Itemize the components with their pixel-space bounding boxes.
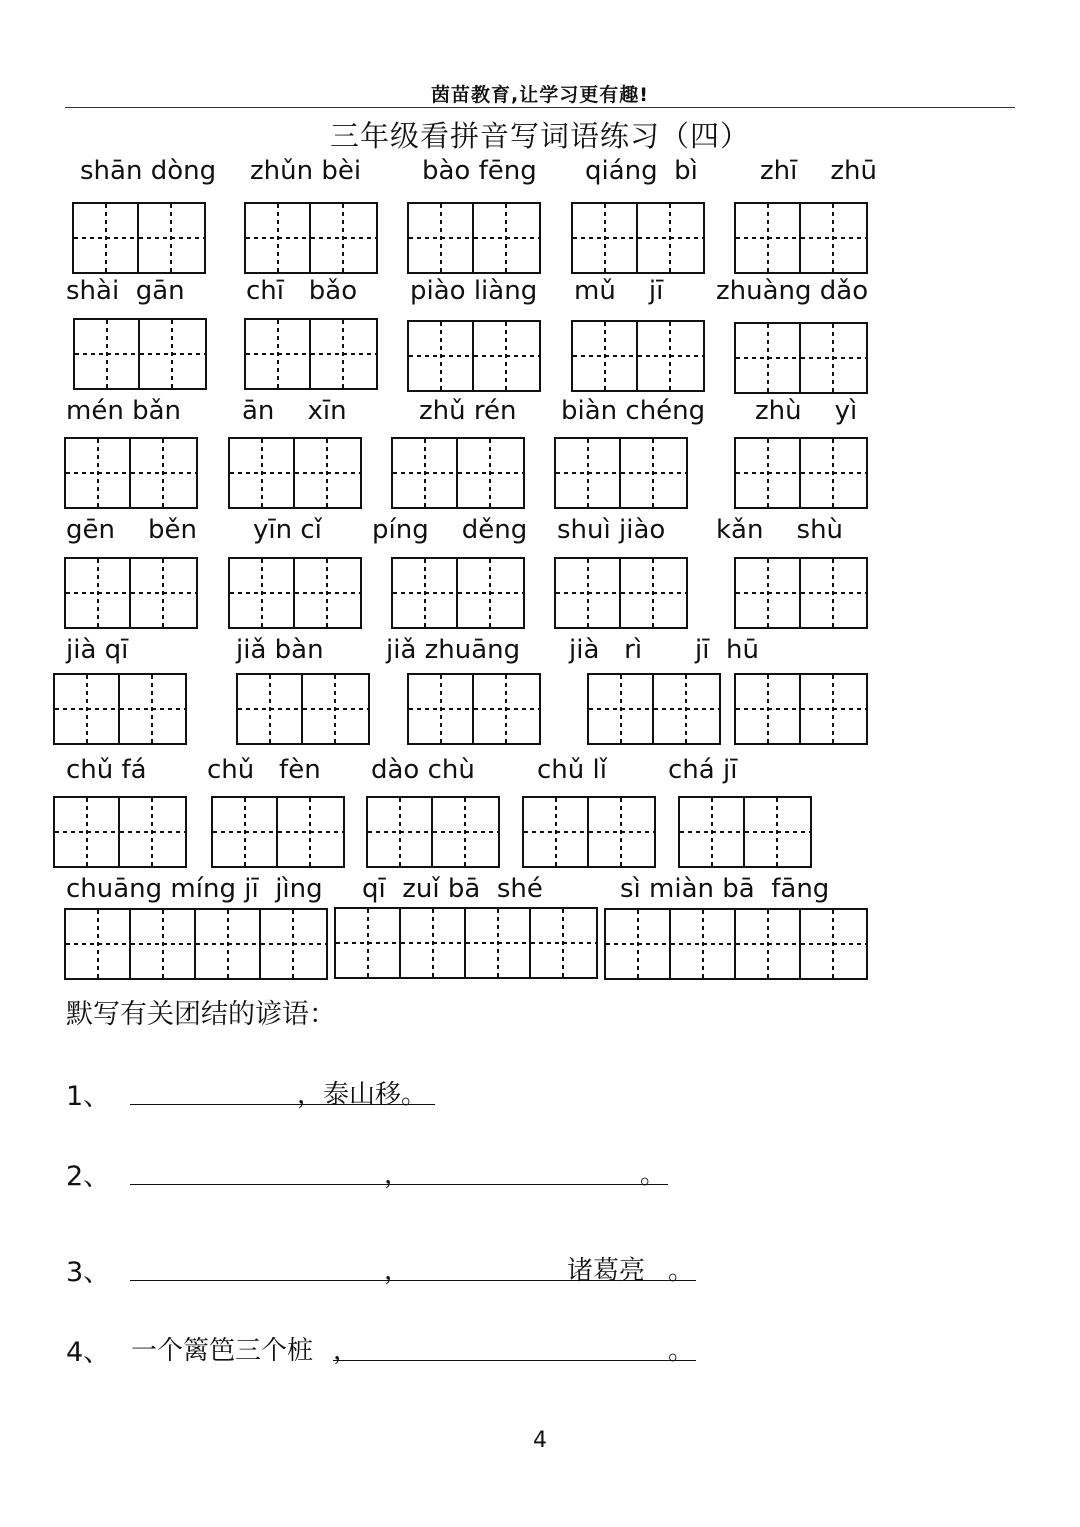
question-text: ，泰山移。 — [297, 1080, 428, 1110]
grid-cell[interactable] — [246, 320, 311, 388]
question-text: 诸葛亮 — [567, 1256, 646, 1286]
grid-cell[interactable] — [303, 675, 368, 743]
pinyin-label: qī zuǐ bā shé — [362, 874, 543, 904]
grid-cell[interactable] — [556, 439, 621, 507]
answer-blank[interactable] — [333, 1360, 696, 1361]
grid-cell[interactable] — [311, 204, 376, 272]
grid-cell[interactable] — [139, 204, 204, 272]
grid-cell[interactable] — [66, 439, 131, 507]
writing-grid[interactable] — [734, 673, 868, 745]
writing-grid[interactable] — [734, 322, 868, 394]
grid-cell[interactable] — [74, 204, 139, 272]
writing-grid[interactable] — [72, 202, 206, 274]
writing-grid[interactable] — [228, 557, 362, 629]
pinyin-label: píng děng — [372, 515, 528, 545]
grid-cell[interactable] — [801, 910, 866, 978]
grid-cell[interactable] — [401, 909, 466, 977]
grid-cell[interactable] — [55, 675, 120, 743]
writing-grid[interactable] — [53, 673, 187, 745]
grid-cell[interactable] — [230, 559, 295, 627]
pinyin-label: kǎn shù — [716, 515, 844, 545]
grid-cell[interactable] — [573, 322, 638, 390]
grid-cell[interactable] — [409, 322, 474, 390]
question-text: 一个篱笆三个桩 — [131, 1336, 314, 1366]
page-number: 4 — [533, 1428, 547, 1453]
writing-grid[interactable] — [554, 437, 688, 509]
pinyin-label: mǔ jī — [574, 276, 664, 306]
grid-cell[interactable] — [621, 439, 686, 507]
pinyin-label: jiǎ bàn — [236, 635, 324, 665]
grid-cell[interactable] — [131, 559, 196, 627]
grid-cell[interactable] — [801, 439, 866, 507]
pinyin-label: qiáng bì — [585, 156, 698, 186]
grid-cell[interactable] — [736, 324, 801, 392]
writing-grid[interactable] — [571, 320, 705, 392]
writing-grid[interactable] — [73, 318, 207, 390]
grid-cell[interactable] — [261, 910, 326, 978]
writing-grid[interactable] — [228, 437, 362, 509]
grid-cell[interactable] — [368, 798, 433, 866]
writing-grid[interactable] — [366, 796, 500, 868]
writing-grid[interactable] — [604, 908, 868, 980]
pinyin-label: chǔ fá — [66, 755, 147, 785]
question-punct: 。 — [668, 1336, 695, 1366]
writing-grid[interactable] — [334, 907, 598, 979]
grid-cell[interactable] — [466, 909, 531, 977]
grid-cell[interactable] — [801, 204, 866, 272]
question-punct: ， — [333, 1336, 360, 1366]
pinyin-label: jià rì — [569, 635, 643, 665]
grid-cell[interactable] — [474, 204, 539, 272]
writing-grid[interactable] — [734, 557, 868, 629]
grid-cell[interactable] — [238, 675, 303, 743]
writing-grid[interactable] — [244, 318, 378, 390]
grid-cell[interactable] — [801, 675, 866, 743]
writing-grid[interactable] — [244, 202, 378, 274]
grid-cell[interactable] — [393, 439, 458, 507]
pinyin-label: shuì jiào — [557, 515, 666, 545]
question-punct: ， — [384, 1256, 411, 1286]
section-title: 默写有关团结的谚语： — [66, 999, 336, 1030]
pinyin-label: ān xīn — [242, 396, 347, 426]
grid-cell[interactable] — [120, 798, 185, 866]
grid-cell[interactable] — [230, 439, 295, 507]
pinyin-label: dào chù — [371, 755, 475, 785]
grid-cell[interactable] — [409, 204, 474, 272]
header-divider — [65, 107, 1015, 108]
question-number: 1、 — [66, 1081, 111, 1112]
writing-grid[interactable] — [64, 437, 198, 509]
pinyin-label: biàn chéng — [561, 396, 706, 426]
grid-cell[interactable] — [474, 675, 539, 743]
writing-grid[interactable] — [391, 437, 525, 509]
pinyin-label: yīn cǐ — [253, 515, 322, 545]
pinyin-label: zhǔn bèi — [250, 156, 362, 186]
grid-cell[interactable] — [736, 675, 801, 743]
grid-cell[interactable] — [66, 910, 131, 978]
grid-cell[interactable] — [336, 909, 401, 977]
grid-cell[interactable] — [589, 675, 654, 743]
grid-cell[interactable] — [433, 798, 498, 866]
pinyin-label: jiǎ zhuāng — [386, 635, 521, 665]
writing-grid[interactable] — [587, 673, 721, 745]
grid-cell[interactable] — [606, 910, 671, 978]
grid-cell[interactable] — [295, 439, 360, 507]
grid-cell[interactable] — [196, 910, 261, 978]
pinyin-label: jià qī — [66, 635, 129, 665]
grid-cell[interactable] — [654, 675, 719, 743]
grid-cell[interactable] — [745, 798, 810, 866]
pinyin-label: chuāng míng jī jìng — [66, 874, 323, 904]
writing-grid[interactable] — [53, 796, 187, 868]
grid-cell[interactable] — [531, 909, 596, 977]
pinyin-label: zhǔ rén — [419, 396, 517, 426]
writing-grid[interactable] — [64, 908, 328, 980]
pinyin-label: zhī zhū — [760, 156, 878, 186]
grid-cell[interactable] — [638, 322, 703, 390]
grid-cell[interactable] — [311, 320, 376, 388]
grid-cell[interactable] — [409, 675, 474, 743]
pinyin-label: chǔ lǐ — [537, 755, 607, 785]
grid-cell[interactable] — [120, 675, 185, 743]
pinyin-label: chá jī — [668, 755, 738, 785]
pinyin-label: piào liàng — [410, 276, 538, 306]
grid-cell[interactable] — [66, 559, 131, 627]
pinyin-label: chǔ fèn — [207, 755, 321, 785]
grid-cell[interactable] — [131, 439, 196, 507]
grid-cell[interactable] — [393, 559, 458, 627]
grid-cell[interactable] — [458, 559, 523, 627]
grid-cell[interactable] — [801, 324, 866, 392]
grid-cell[interactable] — [736, 559, 801, 627]
grid-cell[interactable] — [131, 910, 196, 978]
pinyin-label: shān dòng — [80, 156, 217, 186]
question-punct: 。 — [640, 1160, 667, 1190]
question-punct: 。 — [668, 1256, 695, 1286]
pinyin-label: shài gān — [66, 276, 185, 306]
writing-grid[interactable] — [734, 437, 868, 509]
pinyin-label: chī bǎo — [246, 276, 358, 306]
writing-grid[interactable] — [734, 202, 868, 274]
writing-grid[interactable] — [407, 320, 541, 392]
grid-cell[interactable] — [556, 559, 621, 627]
writing-grid[interactable] — [407, 673, 541, 745]
grid-cell[interactable] — [801, 559, 866, 627]
pinyin-label: jī hū — [695, 635, 759, 665]
grid-cell[interactable] — [736, 204, 801, 272]
grid-cell[interactable] — [680, 798, 745, 866]
grid-cell[interactable] — [621, 559, 686, 627]
writing-grid[interactable] — [236, 673, 370, 745]
pinyin-label: gēn běn — [66, 515, 198, 545]
question-punct: ， — [384, 1160, 411, 1190]
writing-grid[interactable] — [407, 202, 541, 274]
grid-cell[interactable] — [213, 798, 278, 866]
question-number: 4、 — [66, 1337, 111, 1368]
grid-cell[interactable] — [55, 798, 120, 866]
writing-grid[interactable] — [522, 796, 656, 868]
grid-cell[interactable] — [246, 204, 311, 272]
writing-grid[interactable] — [678, 796, 812, 868]
grid-cell[interactable] — [278, 798, 343, 866]
writing-grid[interactable] — [64, 557, 198, 629]
pinyin-label: sì miàn bā fāng — [620, 874, 830, 904]
grid-cell[interactable] — [474, 322, 539, 390]
grid-cell[interactable] — [573, 204, 638, 272]
grid-cell[interactable] — [736, 439, 801, 507]
grid-cell[interactable] — [736, 910, 801, 978]
writing-grid[interactable] — [571, 202, 705, 274]
grid-cell[interactable] — [140, 320, 205, 388]
grid-cell[interactable] — [295, 559, 360, 627]
pinyin-label: zhù yì — [755, 396, 858, 426]
grid-cell[interactable] — [671, 910, 736, 978]
grid-cell[interactable] — [589, 798, 654, 866]
writing-grid[interactable] — [211, 796, 345, 868]
grid-cell[interactable] — [524, 798, 589, 866]
writing-grid[interactable] — [391, 557, 525, 629]
question-number: 2、 — [66, 1161, 111, 1192]
question-number: 3、 — [66, 1257, 111, 1288]
pinyin-label: zhuàng dǎo — [716, 276, 869, 306]
grid-cell[interactable] — [75, 320, 140, 388]
brand-header: 茵苗教育,让学习更有趣! — [431, 84, 649, 106]
pinyin-label: bào fēng — [422, 156, 537, 186]
writing-grid[interactable] — [554, 557, 688, 629]
page-title: 三年级看拼音写词语练习（四） — [329, 119, 750, 153]
pinyin-label: mén bǎn — [66, 396, 181, 426]
grid-cell[interactable] — [458, 439, 523, 507]
grid-cell[interactable] — [638, 204, 703, 272]
